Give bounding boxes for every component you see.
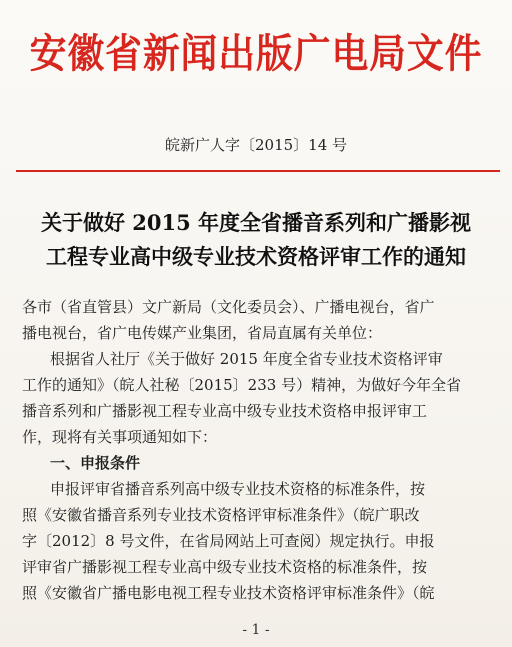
- paragraph-2-line-2: 照《安徽省播音系列专业技术资格评审标准条件》（皖广职改: [22, 506, 420, 524]
- section-heading-application-conditions: 一、申报条件: [50, 454, 141, 472]
- paragraph-2-line-1: 申报评审省播音系列高中级专业技术资格的标准条件，按: [50, 480, 426, 498]
- paragraph-2-line-4: 评审省广播影视工程专业高中级专业技术资格的标准条件，按: [22, 558, 428, 576]
- paragraph-1-line-2: 工作的通知》（皖人社秘〔2015〕233 号）精神，为做好今年全省: [22, 376, 462, 394]
- paragraph-2-line-3: 字〔2012〕8 号文件，在省局网站上可查阅）规定执行。申报: [22, 532, 435, 550]
- issuing-authority-header: 安徽省新闻出版广电局文件: [29, 30, 483, 77]
- paragraph-1-line-4: 作，现将有关事项通知如下：: [22, 428, 218, 446]
- notice-title: [0, 206, 512, 274]
- paragraph-1-line-3: 播音系列和广播影视工程专业高中级专业技术资格申报评审工: [22, 402, 428, 420]
- notice-body: [22, 294, 496, 606]
- red-divider-line: [16, 170, 500, 172]
- paragraph-2-line-5: 照《安徽省广播电影电视工程专业技术资格评审标准条件》（皖: [22, 584, 435, 602]
- addressee-line-2: 播电视台，省广电传媒产业集团，省局直属有关单位：: [22, 324, 383, 342]
- notice-title-line-1: 关于做好 2015 年度全省播音系列和广播影视: [40, 210, 472, 235]
- page-number: - 1 -: [242, 622, 270, 638]
- paragraph-1-line-1: 根据省人社厅《关于做好 2015 年度全省专业技术资格评审: [50, 350, 443, 368]
- notice-title-line-2: 工程专业高中级专业技术资格评审工作的通知: [46, 244, 466, 269]
- document-number: 皖新广人字〔2015〕14 号: [164, 136, 348, 154]
- addressee-line-1: 各市（省直管县）文广新局（文化委员会）、广播电视台，省广: [22, 298, 435, 316]
